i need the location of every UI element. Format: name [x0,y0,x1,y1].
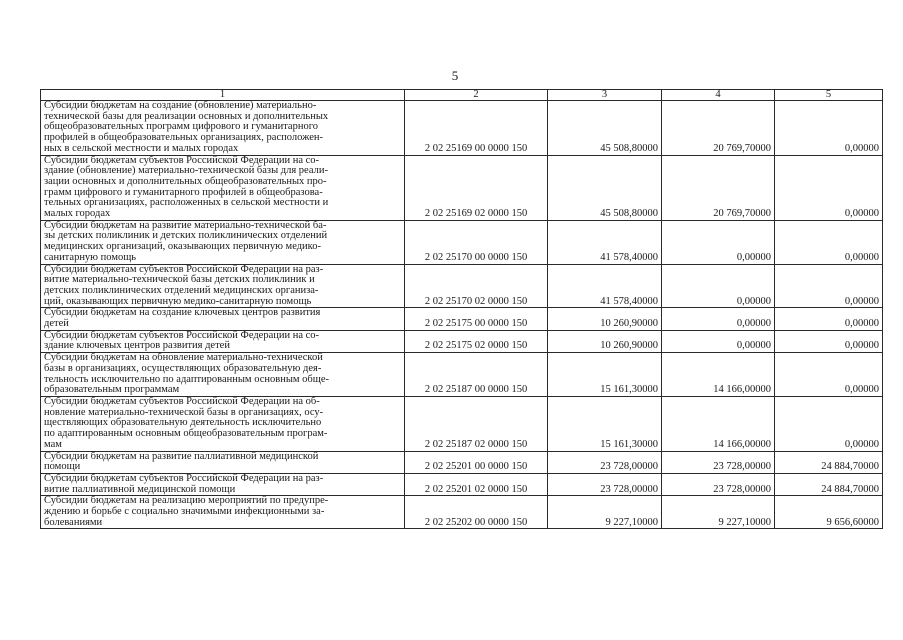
table-row [41,155,883,220]
table-row [41,396,883,451]
description-line: здание ключевых центров развития детей [44,340,230,352]
description-line: Субсидии бюджетам на развитие паллиативной медицинской [44,450,319,462]
description-line: Субсидии бюджетам на развитие материально-технической ба- [44,219,327,231]
row-value-3: 15 161,30000 [548,396,662,451]
table-row [41,451,883,473]
row-value-3: 10 260,90000 [548,308,662,330]
row-description [41,396,405,451]
row-value-3: 23 728,00000 [548,473,662,495]
column-header-1: 1 [41,90,405,101]
description-line: Субсидии бюджетам на создание (обновление) материально- [44,100,317,111]
row-description [41,220,405,264]
column-header-3: 3 [548,90,662,101]
row-value-3: 45 508,80000 [548,155,662,220]
description-line: мам [44,438,62,450]
description-line: новление материально-технической базы в организациях, осу- [44,406,324,418]
description-line: ций, оказывающих первичную медико-санитарную помощь [44,295,312,307]
description-line: образовательным программам [44,384,180,396]
description-line: ных в сельской местности и малых городах [44,142,239,154]
row-value-4: 20 769,70000 [662,101,775,156]
row-value-4: 0,00000 [662,330,775,352]
description-line: технической базы для реализации основных и дополнительных [44,110,329,122]
description-line: Субсидии бюджетам субъектов Российской Федерации на со- [44,154,320,166]
description-line: Субсидии бюджетам на обновление материально-технической [44,352,323,364]
description-line: витие материально-технической базы детских поликлиник и [44,274,315,286]
row-code: 2 02 25169 02 0000 150 [405,155,548,220]
column-header-5: 5 [775,90,883,101]
description-line: Субсидии бюджетам субъектов Российской Федерации на со- [44,329,320,341]
table-row [41,220,883,264]
row-value-5: 0,00000 [775,396,883,451]
description-line: болеваниями [44,516,103,528]
row-description [41,101,405,156]
budget-table [40,89,883,529]
row-value-4: 14 166,00000 [662,396,775,451]
row-code: 2 02 25187 00 0000 150 [405,353,548,397]
row-value-3: 45 508,80000 [548,101,662,156]
description-line: Субсидии бюджетам на создание ключевых центров развития [44,307,321,319]
description-line: зы детских поликлиник и детских поликлинических отделений [44,230,328,242]
row-value-4: 0,00000 [662,264,775,308]
row-value-5: 0,00000 [775,330,883,352]
row-value-4: 0,00000 [662,308,775,330]
description-line: медицинских организаций, оказывающих первичную медико- [44,241,321,253]
table-row [41,101,883,156]
row-code: 2 02 25201 00 0000 150 [405,451,548,473]
description-line: общеобразовательных программ цифрового и гуманитарного [44,121,318,133]
description-line: детей [44,318,69,330]
row-value-3: 10 260,90000 [548,330,662,352]
row-code: 2 02 25175 00 0000 150 [405,308,548,330]
row-code: 2 02 25175 02 0000 150 [405,330,548,352]
description-line: здание (обновление) материально-технической базы для реали- [44,165,328,177]
description-line: профилей в общеобразовательных организациях, расположен- [44,132,323,144]
description-line: витие паллиативной медицинской помощи [44,483,236,495]
row-description [41,308,405,330]
row-value-5: 0,00000 [775,308,883,330]
description-line: санитарную помощь [44,251,137,263]
row-value-5: 9 656,60000 [775,496,883,529]
row-description [41,353,405,397]
description-line: грамм цифрового и гуманитарного профилей в общеобразова- [44,186,323,198]
description-line: малых городах [44,208,111,220]
row-code: 2 02 25201 02 0000 150 [405,473,548,495]
page-number: 5 [451,68,459,83]
description-line: детских поликлинических отделений медицинских организа- [44,284,319,296]
row-description [41,451,405,473]
description-line: Субсидии бюджетам субъектов Российской Федерации на раз- [44,472,324,484]
row-value-5: 0,00000 [775,264,883,308]
row-description [41,473,405,495]
row-code: 2 02 25170 00 0000 150 [405,220,548,264]
description-line: ществляющих образовательную деятельность исключительно [44,417,322,429]
description-line: ждению и борьбе с социально значимыми инфекционными за- [44,506,325,518]
description-line: зации основных и дополнительных общеобразовательных про- [44,175,327,187]
row-description [41,496,405,529]
table-row [41,264,883,308]
row-value-5: 24 884,70000 [775,473,883,495]
table-row [41,473,883,495]
column-header-4: 4 [662,90,775,101]
row-description [41,264,405,308]
row-value-3: 9 227,10000 [548,496,662,529]
column-number-row [41,90,883,101]
description-line: тельных организациях, расположенных в сельской местности и [44,197,329,209]
description-line: тельность исключительно по адаптированным основным обще- [44,373,329,385]
row-description [41,155,405,220]
description-line: Субсидии бюджетам субъектов Российской Федерации на об- [44,395,320,407]
row-code: 2 02 25187 02 0000 150 [405,396,548,451]
row-value-4: 23 728,00000 [662,451,775,473]
row-value-5: 0,00000 [775,155,883,220]
description-line: по адаптированным основным общеобразовательным програм- [44,428,328,440]
row-value-5: 0,00000 [775,220,883,264]
row-value-5: 24 884,70000 [775,451,883,473]
row-value-4: 14 166,00000 [662,353,775,397]
row-code: 2 02 25169 00 0000 150 [405,101,548,156]
row-code: 2 02 25170 02 0000 150 [405,264,548,308]
row-code: 2 02 25202 00 0000 150 [405,496,548,529]
row-value-3: 15 161,30000 [548,353,662,397]
row-description [41,330,405,352]
row-value-4: 20 769,70000 [662,155,775,220]
row-value-4: 0,00000 [662,220,775,264]
table-row [41,353,883,397]
row-value-3: 23 728,00000 [548,451,662,473]
table-row [41,496,883,529]
row-value-4: 23 728,00000 [662,473,775,495]
description-line: Субсидии бюджетам субъектов Российской Федерации на раз- [44,263,324,275]
row-value-3: 41 578,40000 [548,264,662,308]
description-line: Субсидии бюджетам на реализацию мероприятий по предупре- [44,495,329,507]
table-row [41,308,883,330]
table-row [41,330,883,352]
description-line: помощи [44,461,81,473]
row-value-5: 0,00000 [775,353,883,397]
row-value-5: 0,00000 [775,101,883,156]
row-value-4: 9 227,10000 [662,496,775,529]
column-header-2: 2 [405,90,548,101]
description-line: базы в организациях, осуществляющих образовательную дея- [44,362,322,374]
row-value-3: 41 578,40000 [548,220,662,264]
